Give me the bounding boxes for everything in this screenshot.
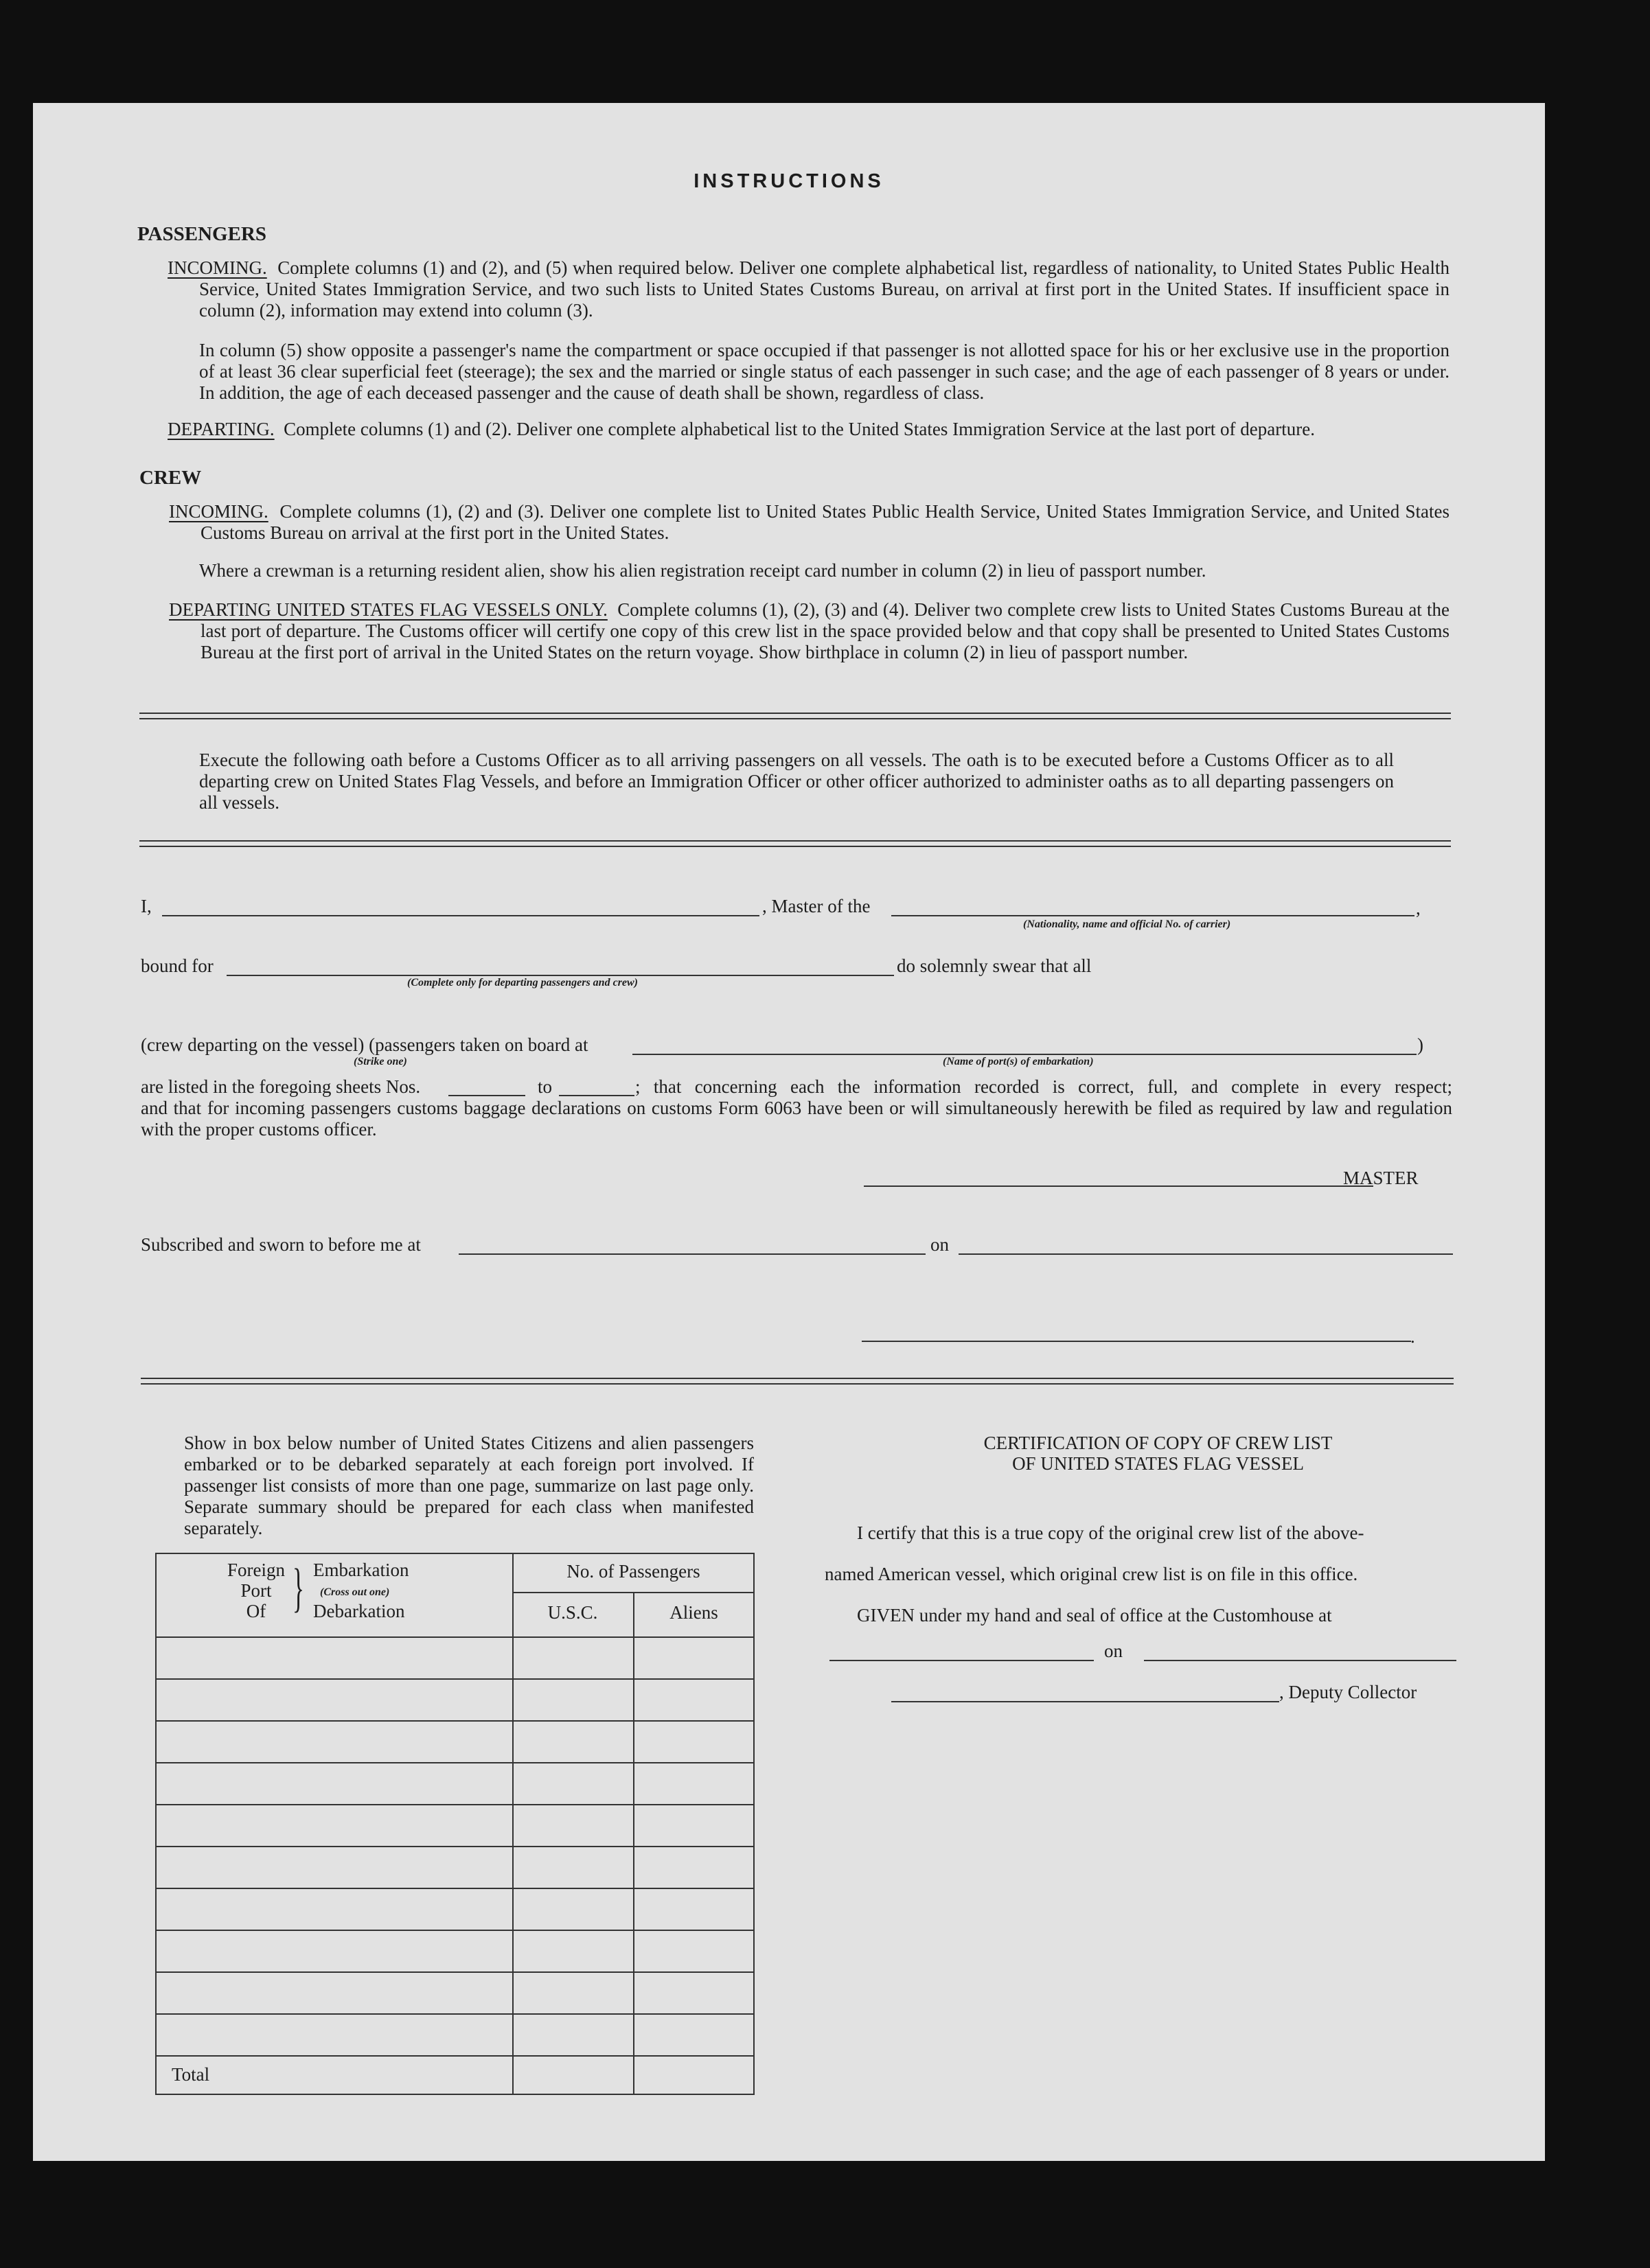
cross-out-caption: (Cross out one) xyxy=(320,1586,390,1598)
crew-incoming-text: Complete columns (1), (2) and (3). Deliver one complete list to United States Public Health Service, United States Immigration Service, and United States Customs Bureau on arrival at the first port in the United States. xyxy=(200,501,1450,543)
certification-title xyxy=(813,1433,1503,1474)
deputy-collector-label: , Deputy Collector xyxy=(1279,1682,1417,1702)
crew-departing-text: Complete columns (1), (2), (3) and (4). Deliver two complete crew lists to United States Customs Bureau at the last port of departure. The Customs officer will certify one copy of this crew list in the space provided below and that copy shall be presented to United States Customs Bureau at the first port of arrival in the United States on the return voyage. Show birthplace in column (2) in lieu of passport number. xyxy=(200,599,1450,662)
crew-departing-label: DEPARTING UNITED STATES FLAG VESSELS ONLY. xyxy=(169,599,608,620)
page-title: INSTRUCTIONS xyxy=(694,170,884,192)
form-sheet xyxy=(33,103,1545,2161)
certify-line2: named American vessel, which original crew list is on file in this office. xyxy=(825,1564,1358,1584)
given-text: GIVEN under my hand and seal of office at the Customhouse at xyxy=(857,1605,1332,1625)
bound-for-field[interactable] xyxy=(227,975,894,976)
carrier-field[interactable] xyxy=(891,915,1414,916)
bound-for-label: bound for xyxy=(141,956,214,976)
crew-departing-paragraph xyxy=(169,599,1450,663)
crew-incoming-paragraph xyxy=(169,501,1450,544)
customhouse-field[interactable] xyxy=(829,1660,1094,1661)
passengers-departing-text: Complete columns (1) and (2). Deliver one complete alphabetical list to the United States Immigration Service at the last port of departure. xyxy=(284,419,1315,439)
summary-instruction: Show in box below number of United States Citizens and alien passengers embarked or to be debarked separately at each foreign port involved. If passenger list consists of more than one page, summarize on last page only. Separate summary should be prepared for each class when manifested separately. xyxy=(184,1433,754,1538)
certification-title-line1: CERTIFICATION OF COPY OF CREW LIST xyxy=(983,1433,1333,1453)
foreign-port-of-header: Foreign Port Of xyxy=(227,1560,285,1621)
bound-for-caption: (Complete only for departing passengers and crew) xyxy=(407,977,638,988)
no-passengers-header: No. of Passengers xyxy=(566,1561,700,1582)
passenger-summary-table xyxy=(155,1553,756,2095)
divider xyxy=(139,840,1451,847)
sheets-to-field[interactable] xyxy=(559,1095,634,1096)
passengers-incoming-paragraph xyxy=(168,257,1450,321)
oath-instruction: Execute the following oath before a Customs Officer as to all arriving passengers on all vessels. The oath is to be executed before a Customs Officer as to all departing crew on United States Flag Vessels, and before an Immigration Officer or other officer authorized to administer oaths as to all departing passengers on all vessels. xyxy=(199,750,1394,813)
brace-icon: } xyxy=(293,1558,304,1617)
close-paren: ) xyxy=(1417,1034,1423,1055)
sheets-from-field[interactable] xyxy=(448,1095,525,1096)
crew-passengers-label: (crew departing on the vessel) (passengers taken on board at xyxy=(141,1034,588,1055)
sworn-on-label: on xyxy=(930,1234,949,1255)
crew-incoming-label: INCOMING. xyxy=(169,501,268,522)
crew-heading: CREW xyxy=(139,467,202,489)
total-label: Total xyxy=(172,2064,210,2085)
passengers-incoming-text: Complete columns (1) and (2), and (5) when required below. Deliver one complete alphabetical list, regardless of nationality, to United States Public Health Service, United States Immigration Service, and two such lists to United States Customs Bureau, on arrival at first port in the United States. If insufficient space in column (2), information may extend into column (3). xyxy=(199,257,1450,321)
embarkation-label: Embarkation xyxy=(313,1560,409,1580)
listed-label: are listed in the foregoing sheets Nos. xyxy=(141,1076,421,1097)
listed-text: ; that concerning each the information recorded is correct, full, and complete in every respect; xyxy=(635,1076,1452,1097)
period: . xyxy=(1410,1326,1415,1347)
passengers-departing-label: DEPARTING. xyxy=(168,419,275,439)
certification-title-line2: OF UNITED STATES FLAG VESSEL xyxy=(1012,1453,1304,1474)
divider xyxy=(139,713,1451,719)
deputy-collector-signature-line[interactable] xyxy=(891,1701,1279,1702)
master-of-label: , Master of the xyxy=(762,896,871,916)
strike-caption: (Strike one) xyxy=(354,1056,407,1067)
to-label: to xyxy=(538,1076,553,1097)
certification-date-field[interactable] xyxy=(1144,1660,1456,1661)
certify-line1: I certify that this is a true copy of the original crew list of the above- xyxy=(857,1523,1364,1543)
swear-label: do solemnly swear that all xyxy=(897,956,1092,976)
ports-field[interactable] xyxy=(632,1054,1417,1055)
passengers-heading: PASSENGERS xyxy=(137,223,267,245)
crew-resident-paragraph: Where a crewman is a returning resident alien, show his alien registration receipt card number in column (2) in lieu of passport number. xyxy=(199,560,1206,581)
ports-caption: (Name of port(s) of embarkation) xyxy=(943,1056,1094,1067)
officer-signature-line[interactable] xyxy=(862,1341,1411,1342)
master-name-field[interactable] xyxy=(162,915,759,916)
passengers-incoming-label: INCOMING. xyxy=(168,257,267,278)
debarkation-label: Debarkation xyxy=(313,1601,405,1621)
divider xyxy=(141,1378,1454,1385)
master-label: MASTER xyxy=(1343,1168,1419,1188)
comma: , xyxy=(1416,898,1421,918)
carrier-caption: (Nationality, name and official No. of carrier) xyxy=(1023,918,1231,930)
sworn-date-field[interactable] xyxy=(959,1253,1453,1255)
passengers-departing-paragraph xyxy=(168,419,1450,440)
certification-on-label: on xyxy=(1104,1641,1123,1661)
aliens-header: Aliens xyxy=(669,1602,718,1623)
oath-i-label: I, xyxy=(141,896,152,916)
listed-continuation: and that for incoming passengers customs baggage declarations on customs Form 6063 have been or will simultaneously herewith be filed as required by law and regulation with the proper customs officer. xyxy=(141,1098,1452,1139)
sworn-place-field[interactable] xyxy=(459,1253,926,1255)
passengers-column5-paragraph: In column (5) show opposite a passenger's name the compartment or space occupied if that passenger is not allotted space for his or her exclusive use in the proportion of at least 36 clear superficial feet (steerage); the sex and the married or single status of each passenger in such case; and the age of each passenger of 8 years or under. In addition, the age of each deceased passenger and the cause of death shall be shown, regardless of class. xyxy=(199,340,1450,403)
master-signature-line[interactable] xyxy=(864,1185,1373,1187)
usc-header: U.S.C. xyxy=(547,1602,598,1623)
subscribed-label: Subscribed and sworn to before me at xyxy=(141,1234,421,1255)
